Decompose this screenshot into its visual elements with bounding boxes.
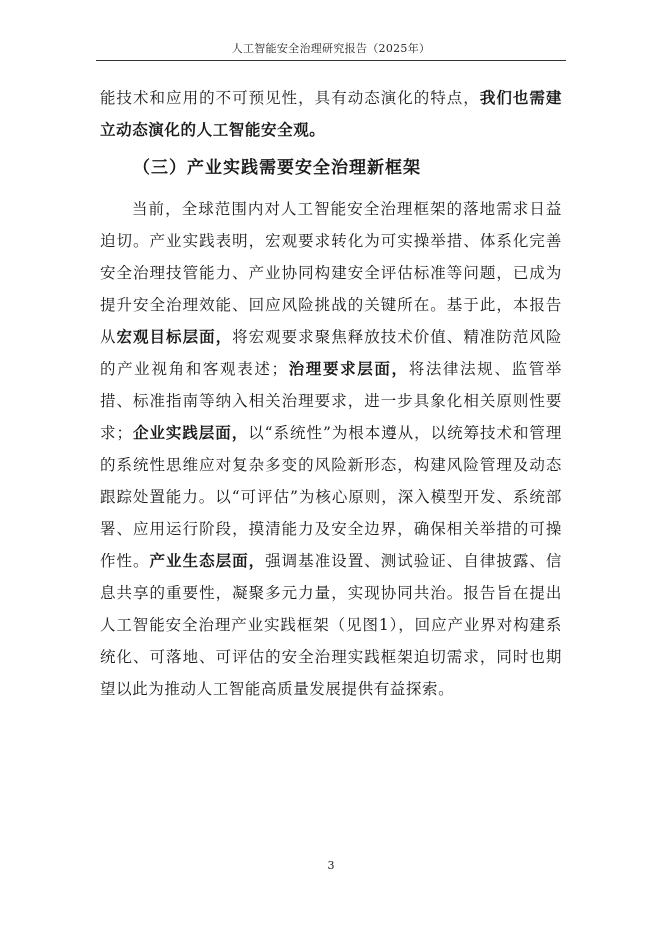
continuation-paragraph [100, 82, 562, 146]
main-paragraph [100, 193, 562, 705]
running-header: 人工智能安全治理研究报告（2025年） [231, 42, 431, 55]
continuation-bold-text: 我们也需建立动态演化的人工智能安全观。 [100, 89, 562, 139]
emphasis-enterprise-practice: 企业实践层面， [132, 424, 249, 442]
emphasis-governance-requirement: 治理要求层面， [287, 360, 409, 378]
emphasis-industry-ecosystem: 产业生态层面， [149, 552, 266, 570]
continuation-text: 能技术和应用的不可预见性，具有动态演化的特点， [100, 89, 480, 107]
emphasis-macro-goal: 宏观目标层面， [116, 328, 233, 346]
paragraph-text-2: 将宏观要求聚焦释放技术价值、精准防范风险的产业视角和客观表述； [100, 328, 562, 378]
paragraph-text-4: 以“系统性”为根本遵从，以统筹技术和管理的系统性思维应对复杂多变的风险新形态，构建风险管理及动态跟踪处置能力。以“可评估”为核心原则，深入模型开发、系统部署、应用运行阶段，摸清能力及安全边界，确保相关举措的可操作性。 [100, 424, 562, 570]
paragraph-text-3: 将法律法规、监管举措、标准指南等纳入相关治理要求，进一步具象化相关原则性要求； [100, 360, 562, 442]
paragraph-text-1: 当前，全球范围内对人工智能安全治理框架的落地需求日益迫切。产业实践表明，宏观要求转化为可实操举措、体系化完善安全治理技管能力、产业协同构建安全评估标准等问题，已成为提升安全治理效能、回应风险挑战的关键所在。基于此，本报告从 [100, 200, 562, 346]
header-divider [96, 60, 566, 61]
page-number: 3 [327, 859, 335, 872]
section-heading: （三）产业实践需要安全治理新框架 [133, 158, 421, 178]
paragraph-text-5: 强调基准设置、测试验证、自律披露、信息共享的重要性，凝聚多元力量，实现协同共治。报告旨在提出人工智能安全治理产业实践框架（见图1），回应产业界对构建系统化、可落地、可评估的安全治理实践框架迫切需求，同时也期望以此为推动人工智能高质量发展提供有益探索。 [100, 552, 562, 698]
